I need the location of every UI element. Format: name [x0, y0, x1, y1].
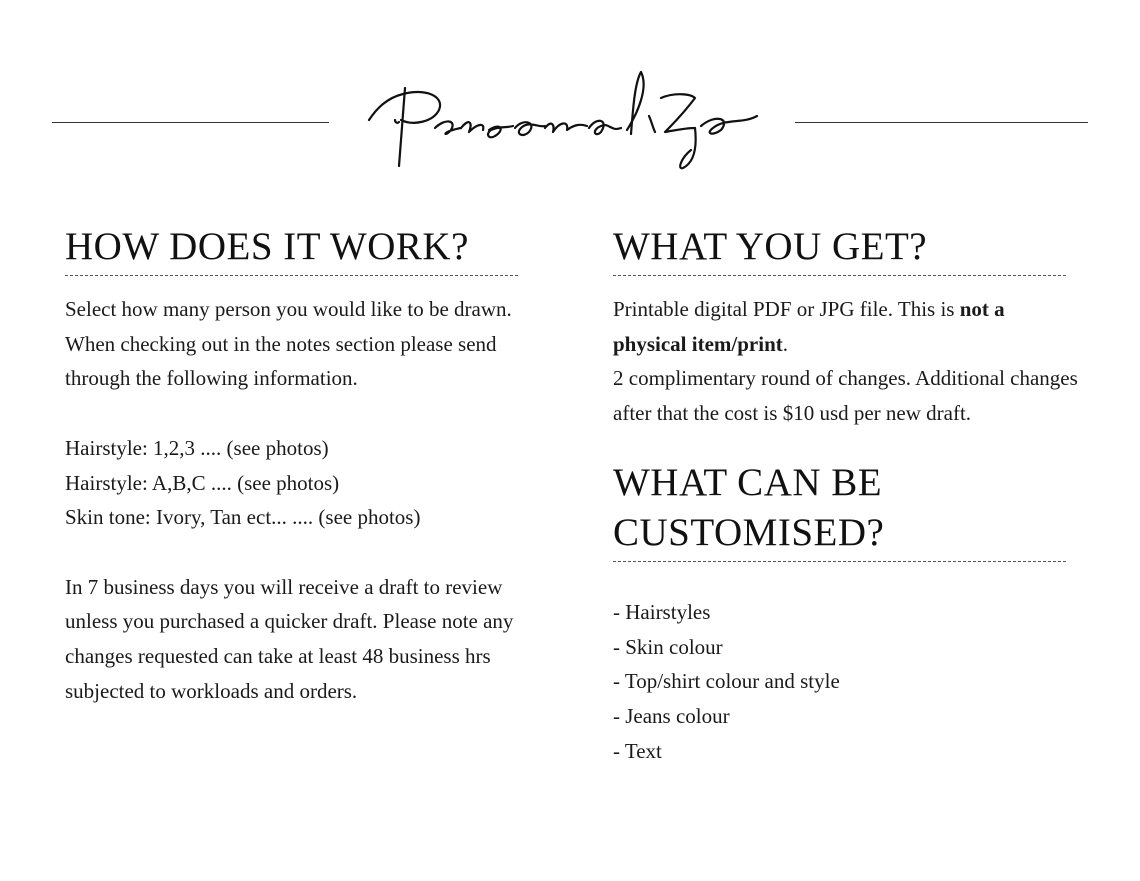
- list-item: - Top/shirt colour and style: [613, 669, 840, 694]
- get-line-2: 2 complimentary round of changes. Additional changes after that the cost is $10 usd per new draft.: [613, 366, 1078, 426]
- customise-section: [613, 458, 1083, 769]
- how-heading: HOW DOES IT WORK?: [65, 225, 469, 268]
- list-item: - Text: [613, 738, 662, 763]
- get-heading: WHAT YOU GET?: [613, 225, 928, 268]
- customise-body: [613, 578, 1083, 769]
- list-item: - Hairstyles: [613, 599, 711, 624]
- how-body: [65, 292, 535, 708]
- customise-heading-rule: [613, 561, 1066, 562]
- option-hairstyle-letters: Hairstyle: A,B,C .... (see photos): [65, 470, 340, 495]
- get-line-1-bold: not a physical item/print: [613, 297, 1005, 356]
- get-line-1-before: Printable digital PDF or JPG file. This is: [613, 297, 960, 321]
- option-hairstyle-numbers: Hairstyle: 1,2,3 .... (see photos): [65, 435, 329, 460]
- how-heading-rule: [65, 275, 518, 276]
- list-item: - Jeans colour: [613, 703, 730, 728]
- customise-heading-line-1: WHAT CAN BE: [613, 460, 883, 504]
- what-you-get-column: [613, 222, 1083, 768]
- get-line-1-after: .: [782, 331, 789, 356]
- script-title-logo: [365, 58, 775, 178]
- customise-list: [613, 595, 1083, 769]
- get-body: [613, 292, 1083, 431]
- customise-heading: [613, 458, 1083, 558]
- how-it-works-column: [65, 222, 535, 708]
- how-turnaround: In 7 business days you will receive a draft to review unless you purchased a quicker draft. Please note any changes requested can take at least 48 business hrs subjected to workloads and orders.: [65, 574, 514, 703]
- header-rule-right: [795, 122, 1088, 123]
- how-intro: Select how many person you would like to be drawn. When checking out in the notes section please send through the following information.: [65, 297, 512, 391]
- list-item: - Skin colour: [613, 634, 723, 659]
- get-heading-rule: [613, 275, 1066, 276]
- header-rule-left: [52, 122, 329, 123]
- option-skin-tone: Skin tone: Ivory, Tan ect... .... (see photos): [65, 505, 421, 530]
- get-line-1: [613, 292, 1083, 361]
- customise-heading-line-2: CUSTOMISED?: [613, 510, 885, 554]
